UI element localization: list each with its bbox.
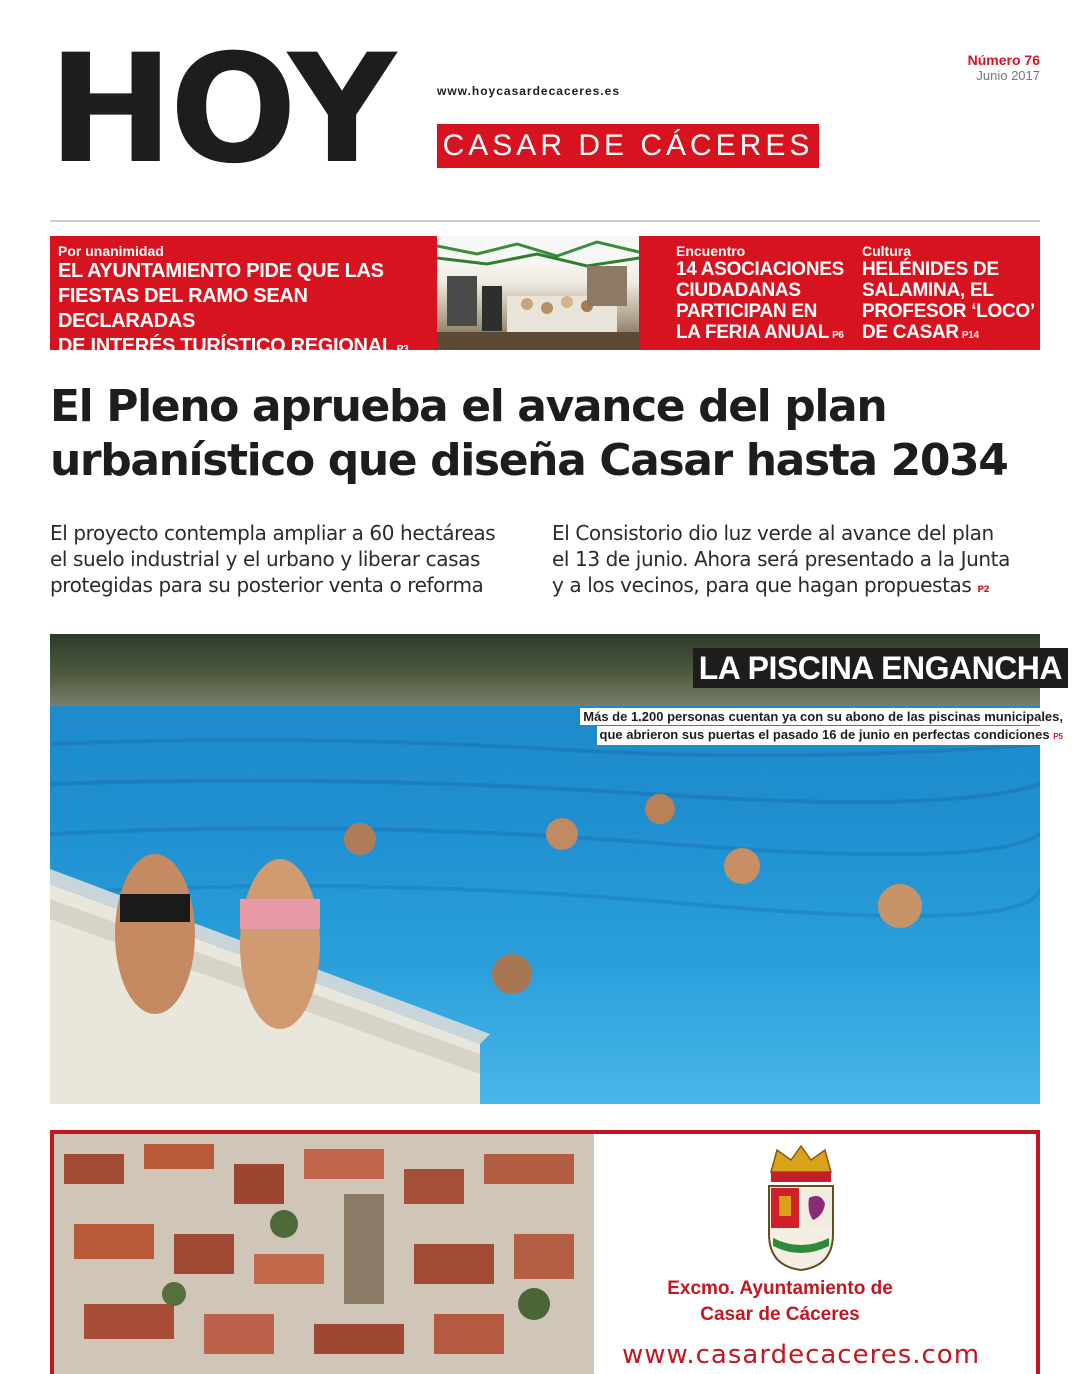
photo-caption-line bbox=[597, 726, 1067, 745]
teaser-line: PARTICIPAN EN bbox=[676, 301, 818, 322]
teaser-line: LA FERIA ANUAL bbox=[676, 322, 830, 343]
teaser-line: CIUDADANAS bbox=[676, 280, 801, 301]
municipal-advert[interactable] bbox=[50, 1130, 1040, 1374]
fair-photo bbox=[437, 236, 639, 350]
teaser-fiestas[interactable] bbox=[58, 244, 433, 362]
subheadline-line: el 13 de junio. Ahora será presentado a la Junta bbox=[552, 547, 1010, 571]
advert-org-line: Casar de Cáceres bbox=[700, 1304, 860, 1325]
edition-banner: CASAR DE CÁCERES bbox=[437, 124, 819, 168]
coat-of-arms-icon bbox=[763, 1142, 839, 1272]
website-url[interactable]: www.hoycasardecaceres.es bbox=[437, 84, 620, 98]
issue-info bbox=[968, 52, 1040, 83]
pool-photo bbox=[50, 634, 1040, 1104]
teaser-kicker: Encuentro bbox=[676, 243, 746, 259]
advert-org-line: Excmo. Ayuntamiento de bbox=[667, 1278, 893, 1299]
photo-caption-text: que abrieron sus puertas el pasado 16 de junio en perfectas condiciones bbox=[599, 727, 1050, 742]
newspaper-logo: HOY bbox=[48, 23, 393, 197]
teaser-headline bbox=[862, 259, 1040, 346]
teaser-line: 14 ASOCIACIONES bbox=[676, 259, 844, 280]
advert-organization bbox=[600, 1276, 960, 1328]
subheadline-line: y a los vecinos, para que hagan propuestas bbox=[552, 573, 972, 597]
teaser-kicker: Por unanimidad bbox=[58, 243, 164, 259]
subheadline-line: El Consistorio dio luz verde al avance del plan bbox=[552, 521, 994, 545]
teaser-headline bbox=[58, 259, 433, 362]
teaser-kicker: Cultura bbox=[862, 243, 911, 259]
issue-number: Número 76 bbox=[967, 52, 1040, 68]
teaser-line: SALAMINA, EL bbox=[862, 280, 994, 301]
advert-url[interactable]: www.casardecaceres.com bbox=[621, 1340, 981, 1370]
subheadline-left bbox=[50, 520, 530, 598]
teaser-asociaciones[interactable] bbox=[676, 244, 856, 346]
page-ref: P5 bbox=[1053, 732, 1063, 741]
teaser-line: DE INTERÉS TURÍSTICO REGIONAL bbox=[58, 335, 394, 357]
pool-photo-art bbox=[50, 634, 1040, 1104]
teaser-headline bbox=[676, 259, 856, 346]
photo-caption-line: Más de 1.200 personas cuentan ya con su abono de las piscinas municipales, bbox=[580, 708, 1066, 725]
subheadline-line: El proyecto contempla ampliar a 60 hectáreas bbox=[50, 521, 496, 545]
teaser-cultura[interactable] bbox=[862, 244, 1040, 346]
main-headline[interactable] bbox=[50, 380, 1045, 488]
headline-line: El Pleno aprueba el avance del plan bbox=[50, 381, 887, 432]
divider bbox=[50, 220, 1040, 222]
teaser-line: EL AYUNTAMIENTO PIDE QUE LAS bbox=[58, 260, 384, 282]
subheadline-line: protegidas para su posterior venta o reforma bbox=[50, 573, 484, 597]
page-ref: P6 bbox=[832, 330, 844, 341]
page-ref: P14 bbox=[961, 330, 979, 341]
town-aerial-photo bbox=[54, 1134, 594, 1374]
headline-line: urbanístico que diseña Casar hasta 2034 bbox=[50, 435, 1008, 486]
page-ref: P2 bbox=[977, 585, 990, 595]
town-aerial-art bbox=[54, 1134, 594, 1374]
teaser-line: FIESTAS DEL RAMO SEAN DECLARADAS bbox=[58, 285, 308, 332]
page-ref: P3 bbox=[396, 344, 409, 355]
subheadline-line: el suelo industrial y el urbano y liberar casas bbox=[50, 547, 481, 571]
subheadline-right bbox=[552, 520, 1042, 603]
teaser-line: PROFESOR ‘LOCO’ bbox=[862, 301, 1035, 322]
teaser-line: DE CASAR bbox=[862, 322, 959, 343]
teaser-line: HELÉNIDES DE bbox=[862, 259, 999, 280]
fair-photo-art bbox=[437, 236, 639, 350]
photo-story-title[interactable]: LA PISCINA ENGANCHA bbox=[693, 648, 1068, 688]
issue-date: Junio 2017 bbox=[976, 68, 1040, 83]
